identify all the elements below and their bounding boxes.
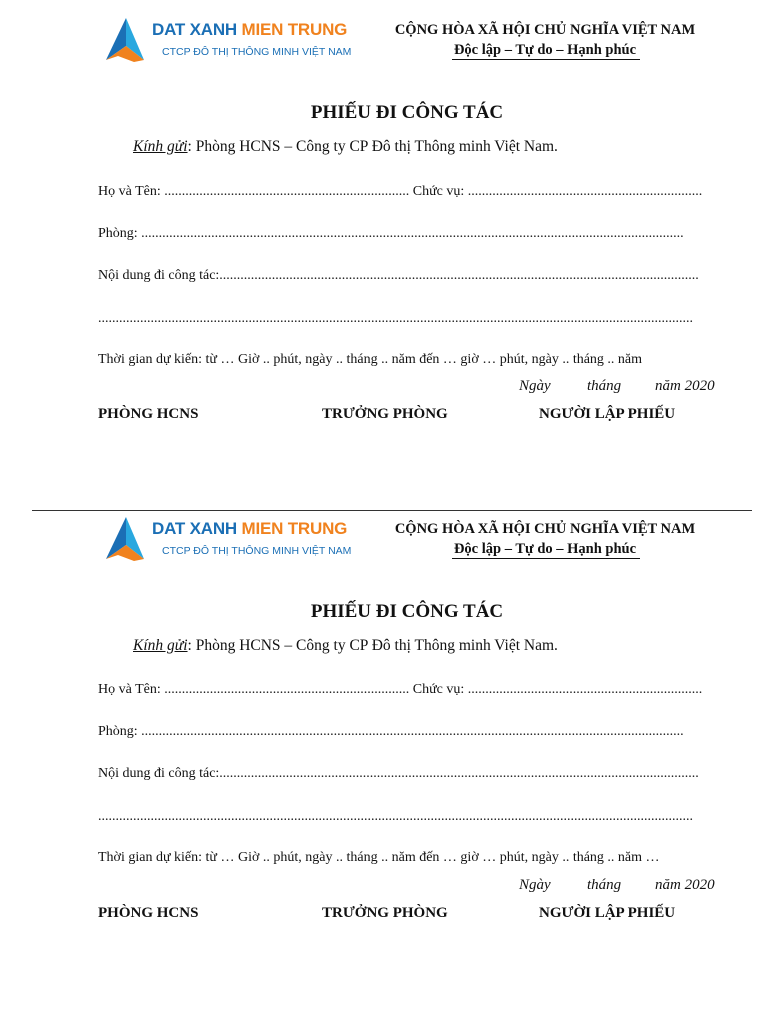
department-field[interactable]: Phòng: ........................................................................................................................................................... [98, 724, 684, 739]
date-month: tháng [587, 378, 622, 394]
form-title: PHIẾU ĐI CÔNG TÁC [310, 601, 504, 622]
logo-brand-part2: MIEN TRUNG [241, 519, 348, 538]
business-trip-form-2 [0, 499, 768, 969]
date-month: tháng [587, 877, 622, 893]
recipient-label: Kính gửi [133, 637, 188, 654]
date-year: năm 2020 [655, 378, 715, 394]
expected-time-field[interactable]: Thời gian dự kiến: từ … Giờ .. phút, ngày .. tháng .. năm đến … giờ … phút, ngày .. tháng .. năm [98, 352, 643, 367]
trip-content-continuation[interactable]: .......................................................................................................................................................................... [98, 809, 693, 824]
department-field[interactable]: Phòng: ........................................................................................................................................................... [98, 226, 684, 241]
name-position-field[interactable]: Họ và Tên: ...................................................................... Chức vụ: ................................................................... [98, 184, 703, 199]
business-trip-form-1 [0, 0, 768, 470]
signature-department-head: TRƯỞNG PHÒNG [322, 905, 448, 921]
logo-brand-part1: DAT XANH [152, 20, 237, 39]
date-day: Ngày [519, 877, 551, 893]
form-title: PHIẾU ĐI CÔNG TÁC [310, 102, 504, 123]
logo-tagline: CTCP ĐÔ THỊ THÔNG MINH VIỆT NAM [162, 545, 352, 557]
motto: Độc lập – Tự do – Hạnh phúc [453, 541, 637, 557]
date-year: năm 2020 [655, 877, 715, 893]
logo-brand [152, 20, 347, 40]
logo-tagline: CTCP ĐÔ THỊ THÔNG MINH VIỆT NAM [162, 46, 352, 58]
recipient-text: : Phòng HCNS – Công ty CP Đô thị Thông minh Việt Nam. [187, 637, 558, 654]
date-line [519, 378, 722, 398]
recipient-label: Kính gửi [133, 138, 188, 155]
signature-hr: PHÒNG HCNS [98, 406, 199, 422]
expected-time-field[interactable]: Thời gian dự kiến: từ … Giờ .. phút, ngày .. tháng .. năm đến … giờ … phút, ngày .. tháng .. năm … [98, 850, 660, 865]
recipient-line [133, 637, 558, 655]
signature-hr: PHÒNG HCNS [98, 905, 199, 921]
signature-department-head: TRƯỞNG PHÒNG [322, 406, 448, 422]
nation-heading: CỘNG HÒA XÃ HỘI CHỦ NGHĨA VIỆT NAM [394, 521, 696, 537]
company-logo [104, 515, 364, 567]
logo-brand-part2: MIEN TRUNG [241, 20, 348, 39]
motto: Độc lập – Tự do – Hạnh phúc [453, 42, 637, 58]
signature-creator: NGƯỜI LẬP PHIẾU [539, 905, 676, 921]
trip-content-field[interactable]: Nội dung đi công tác:......................................................................................................................................... [98, 268, 699, 283]
logo-triangle-icon [104, 515, 148, 563]
recipient-line [133, 138, 558, 156]
name-position-field[interactable]: Họ và Tên: ...................................................................... Chức vụ: ................................................................... [98, 682, 703, 697]
logo-brand-part1: DAT XANH [152, 519, 237, 538]
company-logo [104, 16, 364, 68]
logo-triangle-icon [104, 16, 148, 64]
date-line [519, 877, 722, 897]
trip-content-continuation[interactable]: .......................................................................................................................................................................... [98, 311, 693, 326]
trip-content-field[interactable]: Nội dung đi công tác:......................................................................................................................................... [98, 766, 699, 781]
date-day: Ngày [519, 378, 551, 394]
recipient-text: : Phòng HCNS – Công ty CP Đô thị Thông minh Việt Nam. [187, 138, 558, 155]
motto-underline [452, 59, 640, 60]
signature-creator: NGƯỜI LẬP PHIẾU [539, 406, 676, 422]
motto-underline [452, 558, 640, 559]
nation-heading: CỘNG HÒA XÃ HỘI CHỦ NGHĨA VIỆT NAM [394, 22, 696, 38]
logo-brand [152, 519, 347, 539]
